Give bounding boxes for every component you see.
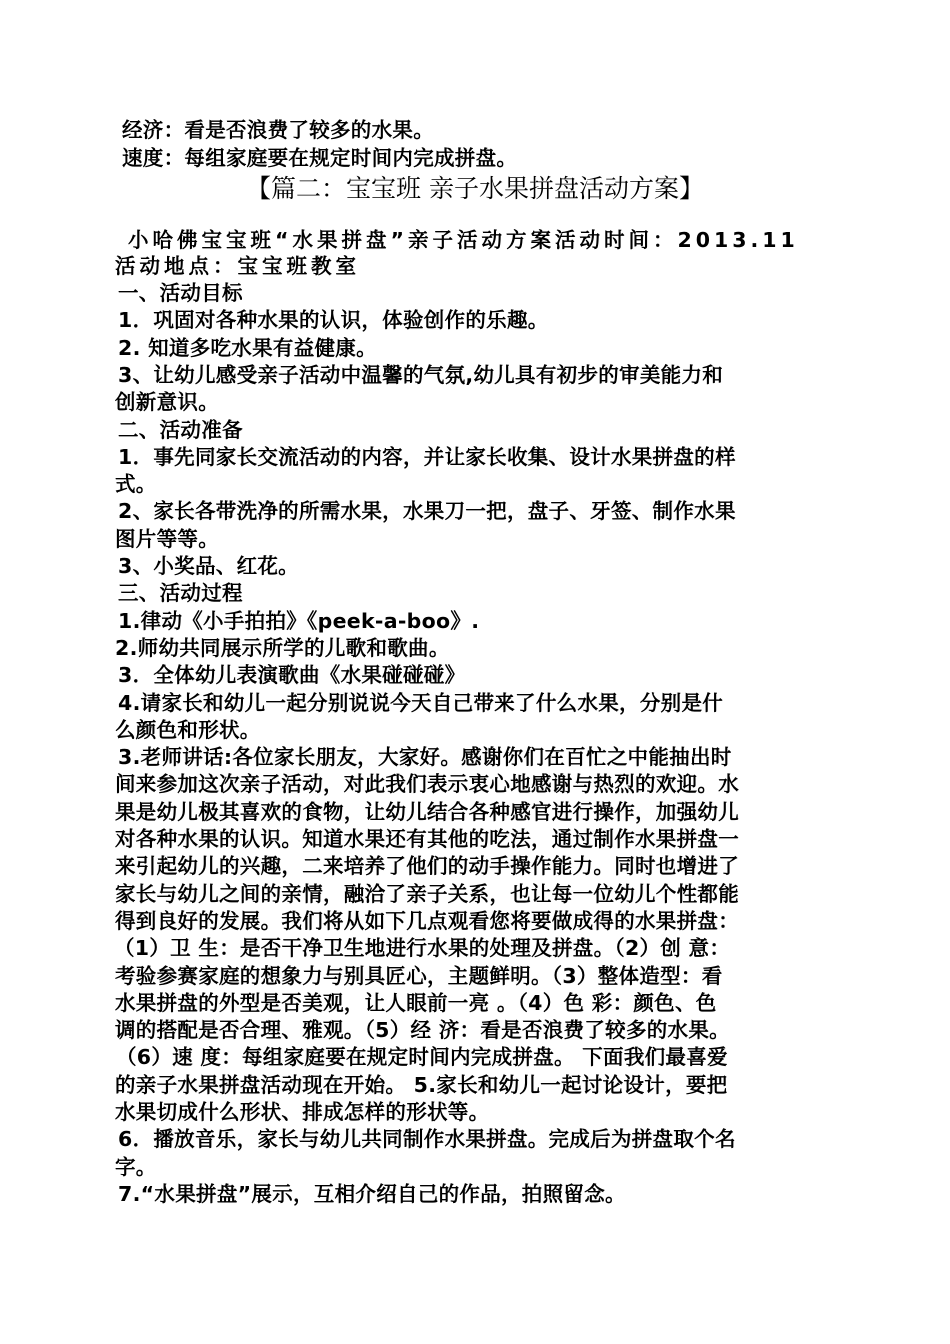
text-line: 家长与幼儿之间的亲情，融洽了亲子关系，也让每一位幼儿个性都能 xyxy=(115,881,739,906)
text-line: 字。 xyxy=(115,1154,157,1179)
text-line: 4.请家长和幼儿一起分别说说今天自己带来了什么水果，分别是什 xyxy=(118,690,724,715)
text-line: 果是幼儿极其喜欢的食物，让幼儿结合各种感官进行操作，加强幼儿 xyxy=(115,799,739,824)
text-line: 6．播放音乐，家长与幼儿共同制作水果拼盘。完成后为拼盘取个名 xyxy=(118,1127,736,1152)
text-line: 3．全体幼儿表演歌曲《水果碰碰碰》 xyxy=(118,663,466,688)
text-line: 的亲子水果拼盘活动现在开始。 5.家长和幼儿一起讨论设计，要把 xyxy=(115,1072,728,1097)
text-line: 水果拼盘的外型是否美观，让人眼前一亮 。（4）色 彩：颜色、色 xyxy=(115,990,717,1015)
plan-header: 活动地点：宝宝班教室 xyxy=(115,254,360,278)
text-line: 2.师幼共同展示所学的儿歌和歌曲。 xyxy=(115,635,450,660)
text-line: 式。 xyxy=(115,472,157,497)
text-line: 1．事先同家长交流活动的内容，并让家长收集、设计水果拼盘的样 xyxy=(118,444,736,469)
plan-header: 小哈佛宝宝班“水果拼盘”亲子活动方案活动时间：2013.11 xyxy=(128,228,799,252)
text-line: 来引起幼儿的兴趣，二来培养了他们的动手操作能力。同时也增进了 xyxy=(115,854,739,879)
text-line: 速度：每组家庭要在规定时间内完成拼盘。 xyxy=(122,146,518,170)
text-line: 2. 知道多吃水果有益健康。 xyxy=(118,335,377,360)
text-line: 7.“水果拼盘”展示，互相介绍自己的作品，拍照留念。 xyxy=(118,1181,626,1206)
text-line: 三、活动过程 xyxy=(118,581,243,606)
text-line: 3.老师讲话:各位家长朋友，大家好。感谢你们在百忙之中能抽出时 xyxy=(118,745,732,770)
text-line: （1）卫 生：是否干净卫生地进行水果的处理及拼盘。（2）创 意： xyxy=(114,936,731,961)
text-line: 2、家长各带洗净的所需水果，水果刀一把，盘子、牙签、制作水果 xyxy=(118,499,736,524)
text-line: 3、让幼儿感受亲子活动中温馨的气氛,幼儿具有初步的审美能力和 xyxy=(118,362,724,387)
text-line: 图片等等。 xyxy=(115,526,219,551)
text-line: 调的搭配是否合理、雅观。（5）经 济：看是否浪费了较多的水果。 xyxy=(115,1018,730,1043)
text-line: 创新意识。 xyxy=(115,390,219,415)
text-line: 一、活动目标 xyxy=(118,281,243,305)
text-line: 1.律动《小手拍拍》《peek-a-boo》. xyxy=(118,608,480,633)
text-line: 么颜色和形状。 xyxy=(115,717,261,742)
text-line: （6）速 度：每组家庭要在规定时间内完成拼盘。 下面我们最喜爱 xyxy=(116,1045,728,1070)
text-line: 对各种水果的认识。知道水果还有其他的吃法，通过制作水果拼盘一 xyxy=(115,827,739,851)
text-line: 水果切成什么形状、排成怎样的形状等。 xyxy=(115,1100,490,1124)
text-line: 得到良好的发展。我们将从如下几点观看您将要做成得的水果拼盘： xyxy=(115,908,739,933)
text-line: 考验参赛家庭的想象力与别具匠心，主题鲜明。（3）整体造型：看 xyxy=(115,963,723,988)
text-line: 间来参加这次亲子活动，对此我们表示衷心地感谢与热烈的欢迎。水 xyxy=(115,772,739,797)
text-line: 3、小奖品、红花。 xyxy=(118,554,299,578)
section-title: 【篇二：宝宝班 亲子水果拼盘活动方案】 xyxy=(246,174,704,203)
text-line: 经济：看是否浪费了较多的水果。 xyxy=(122,118,434,142)
text-line: 二、活动准备 xyxy=(118,417,243,442)
text-line: 1．巩固对各种水果的认识，体验创作的乐趣。 xyxy=(118,308,549,333)
